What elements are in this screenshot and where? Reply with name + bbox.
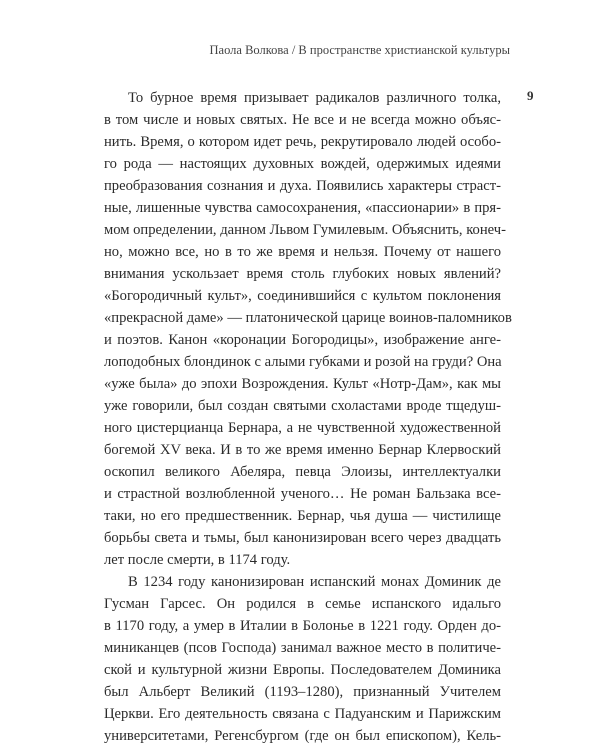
text-line: оскопил великого Абеляра, певца Элоизы, интеллектуалки [104, 464, 501, 480]
page-number: 9 [527, 88, 534, 103]
text-line: внимания ускользает время столь глубоких новых явлений? [104, 266, 501, 282]
text-line: «Богородичный культ», соединившийся с культом поклонения [104, 288, 501, 304]
text-line: в 1170 году, а умер в Италии в Болонье в 1221 году. Орден до- [104, 618, 501, 634]
text-line: мом определении, данном Львом Гумилевым. Объяснить, конеч- [104, 222, 506, 238]
text-line: В 1234 году канонизирован испанский монах Доминик де [128, 574, 501, 590]
text-line: Гусман Гарсес. Он родился в семье испанского идальго [104, 596, 501, 612]
text-line: го рода — настоящих духовных вождей, одержимых идеями [104, 156, 501, 172]
text-line: ные, лишенные чувства самосохранения, «пассионарии» в пря- [104, 200, 501, 216]
text-line: и страстной возлюбленной ученого… Не роман Бальзака все- [104, 486, 501, 502]
text-line: и поэтов. Канон «коронации Богородицы», изображение анге- [104, 332, 501, 348]
text-line: То бурное время призывает радикалов различного толка, [128, 90, 501, 106]
text-line: в том числе и новых святых. Не все и не всегда можно объяс- [104, 112, 501, 128]
text-line: лет после смерти, в 1174 году. [104, 552, 291, 568]
text-line: «прекрасной даме» — платонической царице воинов-паломников [104, 310, 512, 326]
text-line: университетами, Регенсбургом (где он был епископом), Кель- [104, 728, 501, 744]
running-header: Паола Волкова / В пространстве христианской культуры [209, 43, 510, 57]
text-line: преобразования сознания и духа. Появились характеры страст- [104, 178, 501, 194]
text-line: богемой XV века. И в то же время именно Бернар Клервоский [104, 442, 501, 458]
paragraph [104, 571, 501, 747]
text-line: «уже была» до эпохи Возрождения. Культ «Нотр-Дам», как мы [104, 376, 501, 392]
text-line: Церкви. Его деятельность связана с Падуанским и Парижским [104, 706, 501, 722]
text-line: лоподобных блондинок с алыми губками и розой на груди? Она [104, 354, 502, 370]
paragraph [104, 87, 512, 571]
text-line: нить. Время, о котором идет речь, рекрутировало людей особо- [104, 134, 501, 150]
text-line: ного цистерцианца Бернара, а не чувственной художественной [104, 420, 501, 436]
text-line: но, можно все, но в то же время и нельзя. Почему от нашего [104, 244, 501, 260]
text-line: миниканцев (псов Господа) занимал важное место в политиче- [104, 640, 501, 656]
text-line: ской и культурной жизни Европы. Последователем Доминика [104, 662, 501, 678]
text-line: уже говорили, был создан святыми схоластами вроде тщедуш- [104, 398, 501, 414]
text-line: таки, но его предшественник. Бернар, чья душа — чистилище [104, 508, 501, 524]
body-text [104, 87, 512, 747]
text-line: был Альберт Великий (1193–1280), признанный Учителем [104, 684, 501, 700]
text-line: борьбы света и тьмы, был канонизирован всего через двадцать [104, 530, 501, 546]
